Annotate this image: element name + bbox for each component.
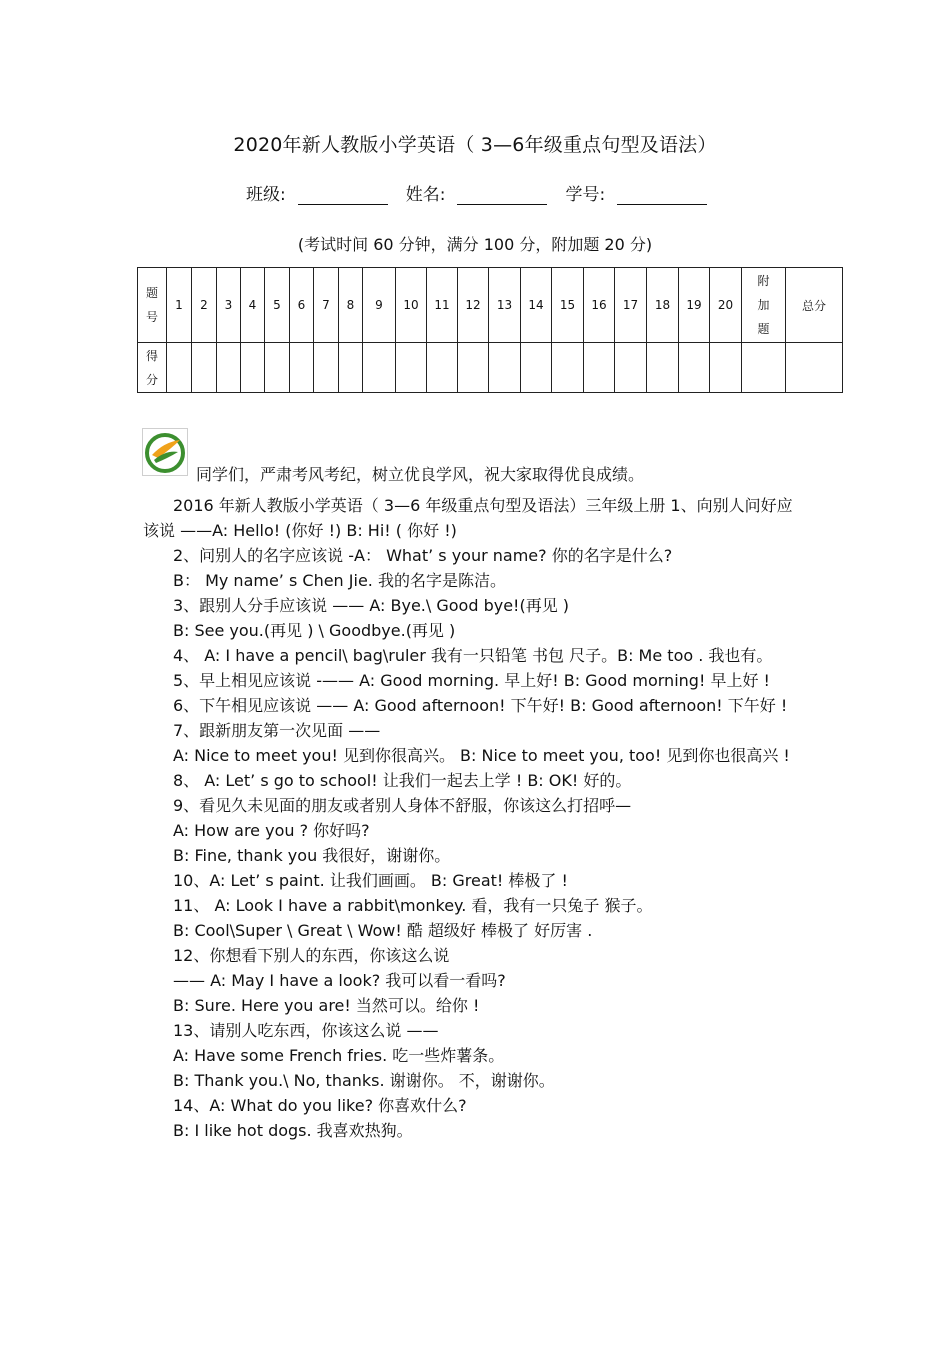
list-item: A: How are you ? 你好吗? xyxy=(173,821,370,840)
list-item: 9、看见久未见面的朋友或者别人身体不舒服，你该这么打招呼— xyxy=(173,796,632,815)
score-row xyxy=(138,343,843,393)
question-number-header xyxy=(138,268,167,343)
column-header: 11 xyxy=(427,268,458,343)
column-header: 2 xyxy=(192,268,217,343)
score-cell[interactable] xyxy=(241,343,265,393)
column-header: 13 xyxy=(489,268,521,343)
list-item: 5、早上相见应该说 -—— A: Good morning. 早上好! B: Good morning! 早上好 ! xyxy=(173,671,770,690)
sentence-list xyxy=(143,493,808,1143)
class-field xyxy=(246,180,388,205)
column-header: 20 xyxy=(710,268,742,343)
column-header: 10 xyxy=(396,268,427,343)
column-header: 5 xyxy=(265,268,290,343)
list-item: 8、 A: Let’ s go to school! 让我们一起去上学 ! B: OK! 好的。 xyxy=(173,771,632,790)
bonus-score-cell[interactable] xyxy=(742,343,786,393)
list-item: B: Fine, thank you 我很好，谢谢你。 xyxy=(173,846,451,865)
name-blank[interactable] xyxy=(457,186,547,205)
score-table xyxy=(137,267,843,393)
document-title: 2020年新人教版小学英语（ 3—6年级重点句型及语法） xyxy=(233,134,717,156)
score-cell[interactable] xyxy=(339,343,363,393)
motto-text: 同学们，严肃考风考纪，树立优良学风，祝大家取得优良成绩。 xyxy=(196,465,645,484)
exam-note: (考试时间 60 分钟，满分 100 分，附加题 20 分) xyxy=(297,235,653,254)
column-header: 14 xyxy=(521,268,552,343)
score-cell[interactable] xyxy=(290,343,314,393)
name-field xyxy=(406,180,548,205)
score-cell[interactable] xyxy=(217,343,241,393)
column-header: 18 xyxy=(647,268,679,343)
column-header: 7 xyxy=(314,268,339,343)
question-number-row xyxy=(138,268,843,343)
list-item: 2016 年新人教版小学英语（ 3—6 年级重点句型及语法）三年级上册 1、向别人问好应该说 ——A: Hello! (你好 !) B: Hi! ( 你好 !) xyxy=(143,496,793,540)
score-cell[interactable] xyxy=(521,343,552,393)
list-item: —— A: May I have a look? 我可以看一看吗? xyxy=(173,971,506,990)
id-blank[interactable] xyxy=(617,186,707,205)
list-item: B: Cool\Super \ Great \ Wow! 酷 超级好 棒极了 好厉害 . xyxy=(173,921,593,940)
list-item: B: I like hot dogs. 我喜欢热狗。 xyxy=(173,1121,413,1140)
score-cell[interactable] xyxy=(396,343,427,393)
score-cell[interactable] xyxy=(458,343,489,393)
id-label: 学号: xyxy=(565,185,606,205)
column-header: 16 xyxy=(584,268,615,343)
score-cell[interactable] xyxy=(710,343,742,393)
score-cell[interactable] xyxy=(265,343,290,393)
score-cell[interactable] xyxy=(427,343,458,393)
column-header: 6 xyxy=(290,268,314,343)
list-item: 2、问别人的名字应该说 -A： What’ s your name? 你的名字是什么? xyxy=(173,546,673,565)
score-cell[interactable] xyxy=(584,343,615,393)
class-blank[interactable] xyxy=(298,186,388,205)
score-cell[interactable] xyxy=(489,343,521,393)
column-header: 4 xyxy=(241,268,265,343)
list-item: 6、下午相见应该说 —— A: Good afternoon! 下午好! B: Good afternoon! 下午好 ! xyxy=(173,696,788,715)
score-cell[interactable] xyxy=(363,343,396,393)
list-item: A: Nice to meet you! 见到你很高兴。 B: Nice to meet you, too! 见到你也很高兴 ! xyxy=(173,746,790,765)
list-item: 12、你想看下别人的东西，你该这么说 xyxy=(173,946,450,965)
score-row-header xyxy=(138,343,167,393)
total-score-cell[interactable] xyxy=(786,343,843,393)
score-cell[interactable] xyxy=(647,343,679,393)
total-header: 总分 xyxy=(786,268,843,343)
column-header: 17 xyxy=(615,268,647,343)
question-number-label: 题号 xyxy=(145,286,158,324)
list-item: B： My name’ s Chen Jie. 我的名字是陈洁。 xyxy=(173,571,506,590)
column-header: 9 xyxy=(363,268,396,343)
list-item: 14、A: What do you like? 你喜欢什么? xyxy=(173,1096,467,1115)
score-row-label: 得分 xyxy=(145,348,158,387)
name-label: 姓名: xyxy=(405,185,446,205)
column-header: 15 xyxy=(552,268,584,343)
list-item: 11、 A: Look I have a rabbit\monkey. 看，我有一只兔子 猴子。 xyxy=(173,896,653,915)
score-cell[interactable] xyxy=(552,343,584,393)
list-item: 7、跟新朋友第一次见面 —— xyxy=(173,721,381,740)
list-item: B: Sure. Here you are! 当然可以。给你 ! xyxy=(173,996,480,1015)
id-field xyxy=(565,180,707,205)
list-item: A: Have some French fries. 吃一些炸薯条。 xyxy=(173,1046,505,1065)
column-header: 1 xyxy=(167,268,192,343)
score-cell[interactable] xyxy=(615,343,647,393)
student-info-row xyxy=(246,180,725,205)
list-item: 13、请别人吃东西，你该这么说 —— xyxy=(173,1021,439,1040)
list-item: B: Thank you.\ No, thanks. 谢谢你。 不，谢谢你。 xyxy=(173,1071,555,1090)
column-header: 3 xyxy=(217,268,241,343)
list-item: 10、A: Let’ s paint. 让我们画画。 B: Great! 棒极了 ! xyxy=(173,871,568,890)
score-cell[interactable] xyxy=(314,343,339,393)
list-item: 4、 A: I have a pencil\ bag\ruler 我有一只铅笔 书包 尺子。B: Me too . 我也有。 xyxy=(173,646,773,665)
score-cell[interactable] xyxy=(192,343,217,393)
bonus-label: 附加题 xyxy=(757,274,770,336)
class-label: 班级: xyxy=(246,185,286,205)
bonus-header xyxy=(742,268,786,343)
score-cell[interactable] xyxy=(167,343,192,393)
column-header: 12 xyxy=(458,268,489,343)
list-item: 3、跟别人分手应该说 —— A: Bye.\ Good bye!(再见 ) xyxy=(173,596,570,615)
score-cell[interactable] xyxy=(679,343,710,393)
list-item: B: See you.(再见 ) \ Goodbye.(再见 ) xyxy=(173,621,456,640)
school-logo-icon xyxy=(142,428,188,476)
column-header: 19 xyxy=(679,268,710,343)
column-header: 8 xyxy=(339,268,363,343)
